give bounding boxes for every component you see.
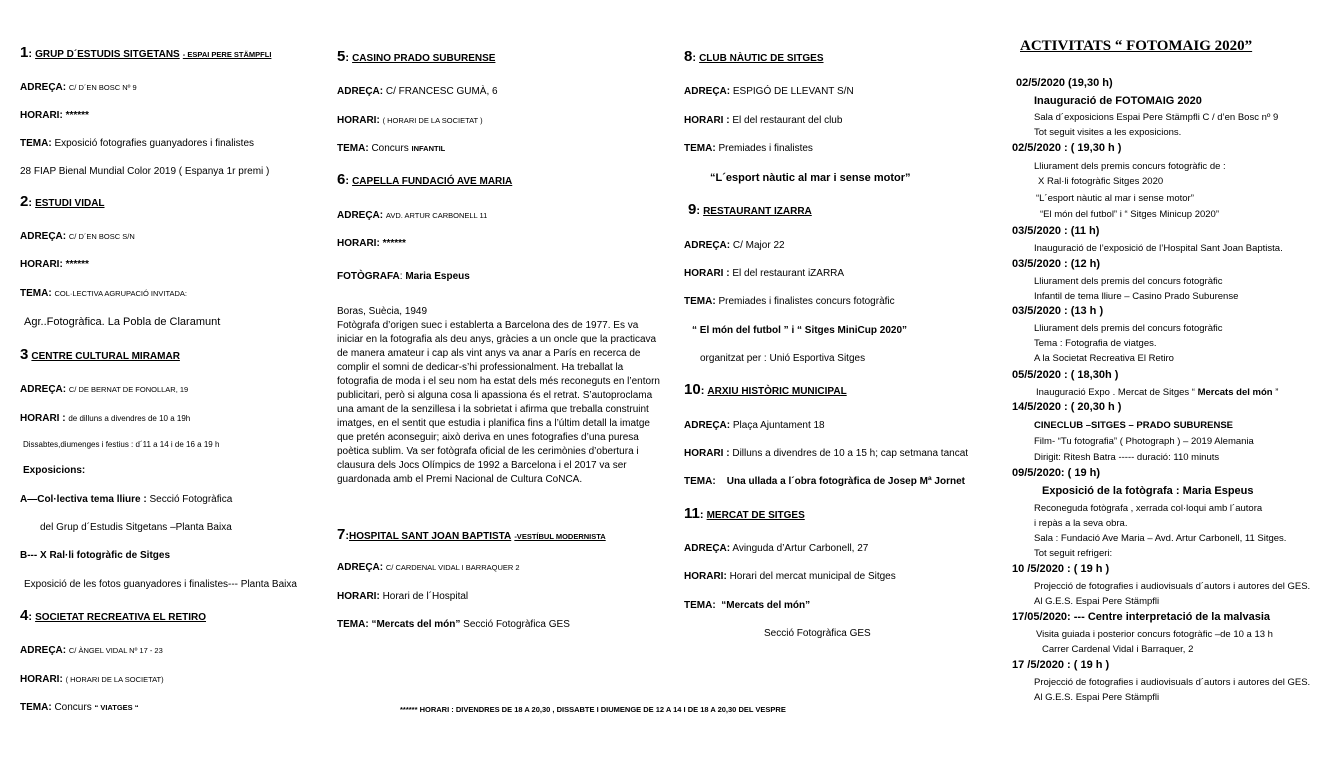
section-10-theme: TEMA: Una ullada a l´obra fotogràfica de Josep Mª Jornet: [684, 476, 965, 487]
section-3-exhibition-a-location: del Grup d´Estudis Sitgetans –Planta Baixa: [40, 522, 232, 533]
event-detail: Sala : Fundació Ave Maria – Avd. Artur Carbonell, 11 Sitges.: [1034, 533, 1287, 544]
event-title: CINECLUB –SITGES – PRADO SUBURENSE: [1034, 420, 1234, 431]
section-9-address: ADREÇA: C/ Major 22: [684, 240, 785, 251]
section-3-hours-weekend: Dissabtes,diumenges i festius : d´11 a 14 i de 16 a 19 h: [23, 440, 220, 449]
section-7-hours: HORARI: Horari de l´Hospital: [337, 591, 469, 602]
event-detail: X Ral·li fotogràfic Sitges 2020: [1038, 176, 1164, 187]
event-detail: Visita guiada i posterior concurs fotogràfic –de 10 a 13 h: [1036, 629, 1273, 640]
event-detail: Lliurament dels premis del concurs fotogràfic: [1034, 276, 1223, 287]
section-1-heading: 1: GRUP D´ESTUDIS SITGETANS - ESPAI PERE STÄMPFLI: [20, 44, 272, 61]
section-9-heading: 9: RESTAURANT IZARRA: [688, 201, 812, 218]
section-8-theme: TEMA: Premiades i finalistes: [684, 143, 813, 154]
event-detail: “L´esport nàutic al mar i sense motor”: [1036, 193, 1194, 204]
section-11-address: ADREÇA: Avinguda d’Artur Carbonell, 27: [684, 543, 869, 554]
section-5-theme: TEMA: Concurs INFANTIL: [337, 143, 446, 154]
date-line: 02/5/2020 : ( 19,30 h ): [1012, 142, 1122, 154]
section-9-theme: TEMA: Premiades i finalistes concurs fotogràfic: [684, 296, 895, 307]
event-detail: Al G.E.S. Espai Pere Stämpfli: [1034, 692, 1160, 703]
date-line: 03/5/2020 : (11 h): [1012, 225, 1100, 237]
section-11-heading: 11: MERCAT DE SITGES: [684, 505, 805, 522]
section-9-organizer: organitzat per : Unió Esportiva Sitges: [700, 353, 866, 364]
date-line: 03/5/2020 : (13 h ): [1012, 305, 1104, 317]
section-4-address: ADREÇA: C/ ÀNGEL VIDAL Nº 17 - 23: [20, 645, 163, 656]
footer-hours-note: ****** HORARI : DIVENDRES DE 18 A 20,30 , DISSABTE I DIUMENGE DE 12 A 14 I DE 18 A 20,30 DEL VESPRE: [400, 705, 786, 714]
event-detail: “El món del futbol” i “ Sitges Minicup 2020”: [1040, 209, 1219, 220]
section-8-hours: HORARI : El del restaurant del club: [684, 115, 843, 126]
section-3-exhibition-b: B--- X Ral·li fotogràfic de Sitges: [20, 550, 171, 561]
section-2-extra: Agr..Fotogràfica. La Pobla de Claramunt: [24, 316, 221, 328]
section-3-exhibition-a: A—Col·lectiva tema lliure : Secció Fotogràfica: [20, 494, 233, 505]
section-1-hours: HORARI: ******: [20, 110, 89, 121]
section-3-exhibition-b-text: Exposició de les fotos guanyadores i finalistes--- Planta Baixa: [24, 579, 297, 590]
section-5-hours: HORARI: ( HORARI DE LA SOCIETAT ): [337, 115, 483, 126]
section-5-heading: 5: CASINO PRADO SUBURENSE: [337, 48, 496, 65]
section-9-hours: HORARI : El del restaurant iZARRA: [684, 268, 845, 279]
event-detail: A la Societat Recreativa El Retiro: [1034, 353, 1174, 364]
section-7-address: ADREÇA: C/ CARDENAL VIDAL I BARRAQUER 2: [337, 562, 520, 573]
event-detail: Tot seguit refrigeri:: [1034, 548, 1113, 559]
date-line: 05/5/2020 : ( 18,30h ): [1012, 369, 1119, 381]
event-detail: Inauguració de l’exposició de l’Hospital Sant Joan Baptista.: [1034, 243, 1283, 254]
date-line: 03/5/2020 : (12 h): [1012, 258, 1101, 270]
date-line: 02/5/2020 (19,30 h): [1016, 77, 1113, 89]
bio-text: Fotògrafa d’origen suec i establerta a Barcelona des de 1977. Es va iniciar en la fotografia als deu anys, gràcies a un oncle que la practicava de manera amateur i cap als vint anys va anar a París en recerca de complir el somni de dedicar-s’hi professionalment. Ha treballat la fotografia de moda i el seu nom ha estat dels més reconeguts en l’entorn publicitari, però si alguna cosa li apassiona és el retrat. S’autoproclama una amant de la senzillesa i la sobrietat i afirma que treballa construint imatges, en el sentit que estudia i planifica fins a l’últim detall la imatge que pretén aconseguir; això deriva en unes fotografies d’una puresa poètica sublim. Va ser fotògrafa oficial de les cerimònies d’obertura i clausura dels Jocs Olímpics de 1992 a Barcelona i el 2017 va ser guardonada amb el Premi Nacional de Cultura CoNCA.: [337, 320, 660, 485]
bio-place: Boras, Suècia, 1949: [337, 306, 428, 317]
section-11-theme: TEMA: “Mercats del món”: [684, 600, 811, 611]
event-detail: Sala d´exposicions Espai Pere Stämpfli C / d’en Bosc nº 9: [1034, 112, 1279, 123]
section-2-heading: 2: ESTUDI VIDAL: [20, 193, 105, 210]
section-7-heading: 7:HOSPITAL SANT JOAN BAPTISTA -VESTÍBUL MODERNISTA: [337, 526, 606, 543]
section-5-address: ADREÇA: C/ FRANCESC GUMÀ, 6: [337, 86, 498, 97]
section-3-heading: 3 CENTRE CULTURAL MIRAMAR: [20, 346, 180, 363]
event-detail: Dirigit: Ritesh Batra ----- duració: 110 minuts: [1034, 452, 1220, 463]
event-detail: Projecció de fotografies i audiovisuals d´autors i autores del GES.: [1034, 677, 1311, 688]
event-detail: Lliurament dels premis del concurs fotogràfic: [1034, 323, 1223, 334]
section-8-heading: 8: CLUB NÀUTIC DE SITGES: [684, 48, 824, 65]
section-7-theme: TEMA: “Mercats del món” Secció Fotogràfica GES: [337, 619, 570, 630]
section-8-address: ADREÇA: ESPIGÓ DE LLEVANT S/N: [684, 86, 854, 97]
event-detail: Film- “Tu fotografia” ( Photograph ) – 2019 Alemania: [1034, 436, 1254, 447]
section-10-address: ADREÇA: Plaça Ajuntament 18: [684, 420, 825, 431]
section-10-hours: HORARI : Dilluns a divendres de 10 a 15 h; cap setmana tancat: [684, 448, 969, 459]
section-3-hours: HORARI : de dilluns a divendres de 10 a 19h: [20, 413, 191, 424]
section-6-photographer: FOTÒGRAFA: Maria Espeus: [337, 271, 470, 282]
event-detail: Tema : Fotografia de viatges.: [1034, 338, 1157, 349]
section-11-extra: Secció Fotogràfica GES: [764, 628, 871, 639]
section-1-theme: TEMA: Exposició fotografies guanyadores i finalistes: [20, 138, 255, 149]
section-8-quote: “L´esport nàutic al mar i sense motor”: [710, 172, 911, 184]
event-title: Exposició de la fotògrafa : Maria Espeus: [1042, 485, 1254, 497]
section-4-theme: TEMA: Concurs “ VIATGES “: [20, 702, 139, 713]
activities-title: ACTIVITATS “ FOTOMAIG 2020”: [1020, 38, 1253, 54]
event-detail: Lliurament dels premis concurs fotogràfic de :: [1034, 161, 1226, 172]
section-2-theme: TEMA: COL·LECTIVA AGRUPACIÓ INVITADA:: [20, 288, 187, 299]
section-3-address: ADREÇA: C/ DE BERNAT DE FONOLLAR, 19: [20, 384, 189, 395]
event-detail: Inauguració Expo . Mercat de Sitges “ Mercats del món ”: [1036, 387, 1279, 398]
section-6-heading: 6: CAPELLA FUNDACIÓ AVE MARIA: [337, 171, 513, 188]
date-line: 17 /5/2020 : ( 19 h ): [1012, 659, 1110, 671]
section-10-heading: 10: ARXIU HISTÒRIC MUNICIPAL: [684, 381, 847, 398]
section-3-exhibitions-label: Exposicions:: [23, 465, 86, 476]
event-detail: Projecció de fotografies i audiovisuals d´autors i autores del GES.: [1034, 581, 1311, 592]
section-2-hours: HORARI: ******: [20, 259, 89, 270]
event-detail: Reconeguda fotògrafa , xerrada col·loqui amb l´autora: [1034, 503, 1263, 514]
section-6-address: ADREÇA: AVD. ARTUR CARBONELL 11: [337, 210, 488, 221]
section-1-address: ADREÇA: C/ D´EN BOSC Nº 9: [20, 82, 137, 93]
section-6-bio: [337, 305, 665, 487]
date-line: 09/5/2020: ( 19 h): [1012, 467, 1101, 479]
section-9-quote: “ El món del futbol ” i “ Sitges MiniCup 2020”: [692, 325, 908, 336]
date-line: 14/5/2020 : ( 20,30 h ): [1012, 401, 1122, 413]
section-6-hours: HORARI: ******: [337, 238, 406, 249]
section-2-address: ADREÇA: C/ D´EN BOSC S/N: [20, 231, 135, 242]
event-detail: Infantil de tema lliure – Casino Prado Suburense: [1034, 291, 1239, 302]
event-detail: Tot seguit visites a les exposicions.: [1034, 127, 1182, 138]
section-1-extra: 28 FIAP Bienal Mundial Color 2019 ( Espanya 1r premi ): [20, 166, 270, 177]
date-line: 17/05/2020: --- Centre interpretació de la malvasia: [1012, 611, 1271, 623]
section-4-hours: HORARI: ( HORARI DE LA SOCIETAT): [20, 674, 164, 685]
event-title: Inauguració de FOTOMAIG 2020: [1034, 95, 1202, 107]
event-detail: Carrer Cardenal Vidal i Barraquer, 2: [1042, 644, 1194, 655]
date-line: 10 /5/2020 : ( 19 h ): [1012, 563, 1110, 575]
section-4-heading: 4: SOCIETAT RECREATIVA EL RETIRO: [20, 607, 207, 624]
event-detail: i repàs a la seva obra.: [1034, 518, 1128, 529]
section-11-hours: HORARI: Horari del mercat municipal de Sitges: [684, 571, 896, 582]
event-detail: Al G.E.S. Espai Pere Stämpfli: [1034, 596, 1160, 607]
